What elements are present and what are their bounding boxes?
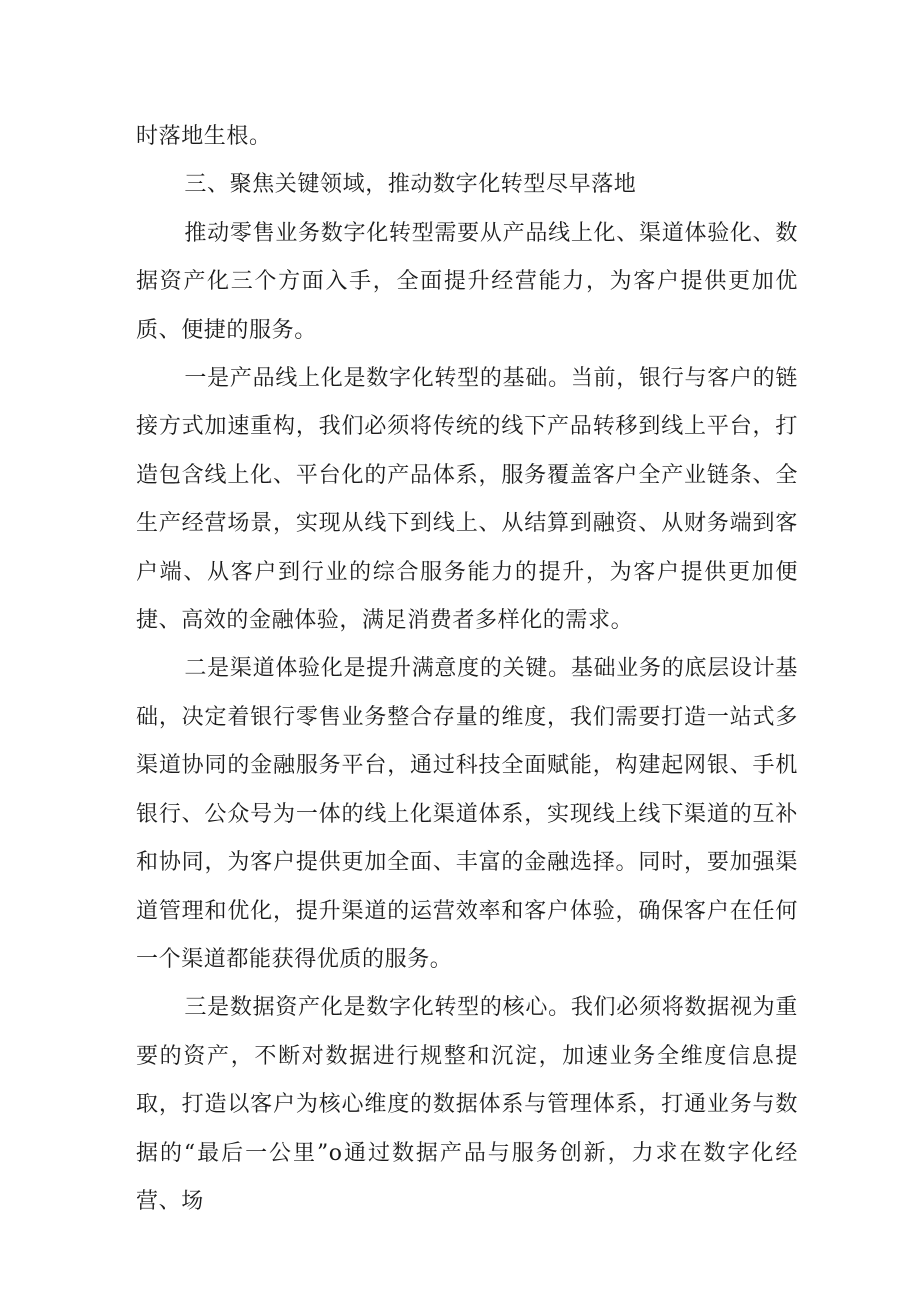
paragraph-product-online: 一是产品线上化是数字化转型的基础。当前，银行与客户的链接方式加速重构，我们必须将传统的线下产品转移到线上平台，打造包含线上化、平台化的产品体系，服务覆盖客户全产业链条、全生产经营场景，实现从线下到线上、从结算到融资、从财务端到客户端、从客户到行业的综合服务能力的提升，为客户提供更加便捷、高效的金融体验，满足消费者多样化的需求。 <box>136 366 798 634</box>
paragraph-data-assets: 三是数据资产化是数字化转型的核心。我们必须将数据视为重要的资产，不断对数据进行规整和沉淀，加速业务全维度信息提取，打造以客户为核心维度的数据体系与管理体系，打通业务与数据的“最后一公里”o通过数据产品与服务创新，力求在数字化经营、场 <box>136 995 798 1214</box>
paragraph-continuation: 时落地生根。 <box>136 124 272 149</box>
document-body <box>136 113 798 1226</box>
paragraph-channel-experience: 二是渠道体验化是提升满意度的关键。基础业务的底层设计基础，决定着银行零售业务整合存量的维度，我们需要打造一站式多渠道协同的金融服务平台，通过科技全面赋能，构建起网银、手机银行、公众号为一体的线上化渠道体系，实现线上线下渠道的互补和协同，为客户提供更加全面、丰富的金融选择。同时，要加强渠道管理和优化，提升渠道的运营效率和客户体验，确保客户在任何一个渠道都能获得优质的服务。 <box>136 656 798 972</box>
section-heading: 三、聚焦关键领域，推动数字化转型尽早落地 <box>184 172 637 198</box>
paragraph-intro: 推动零售业务数字化转型需要从产品线上化、渠道体验化、数据资产化三个方面入手，全面提升经营能力，为客户提供更加优质、便捷的服务。 <box>136 220 798 343</box>
